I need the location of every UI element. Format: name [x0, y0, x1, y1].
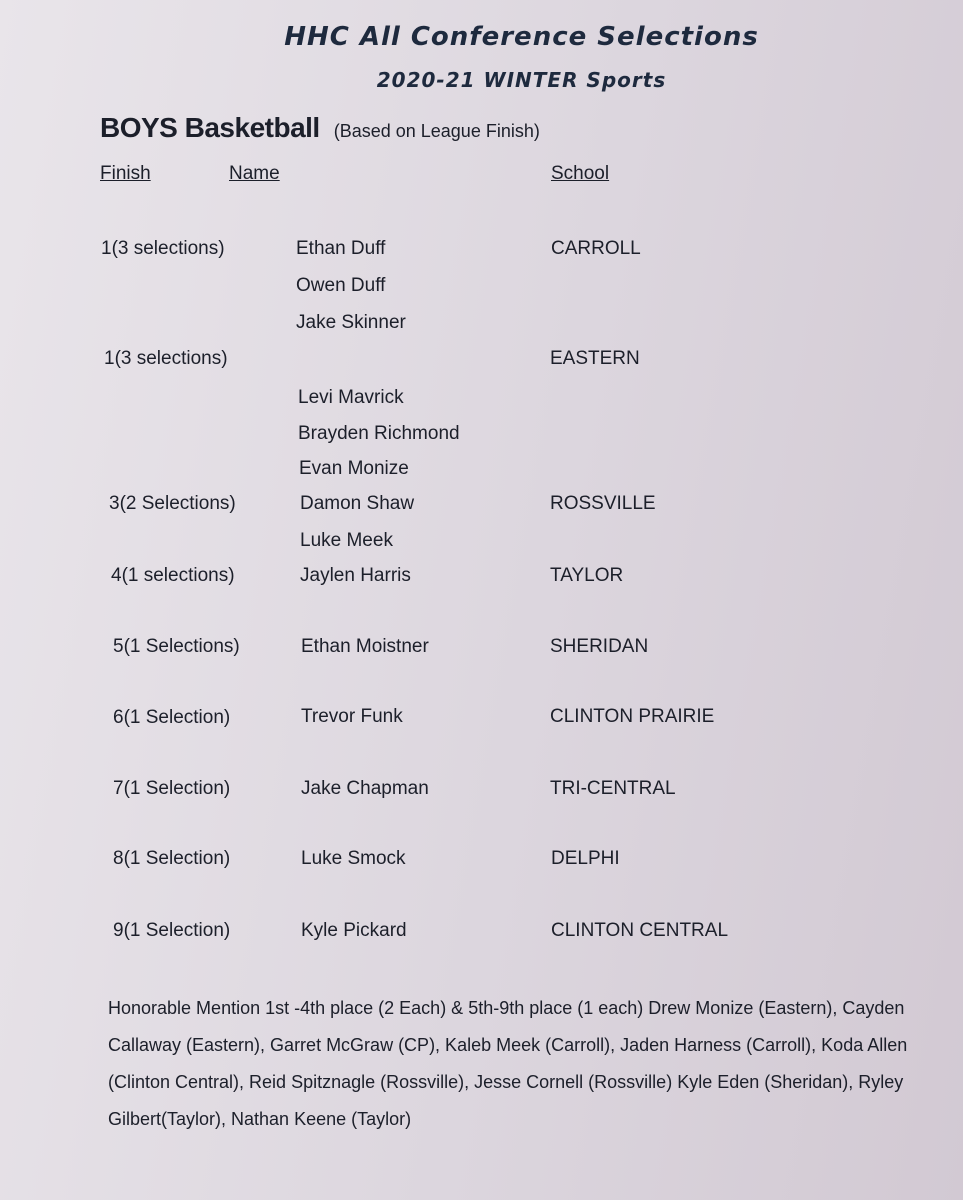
column-header-finish: Finish [100, 163, 151, 184]
school-cell: CLINTON PRAIRIE [550, 706, 715, 727]
finish-cell: 3(2 Selections) [109, 493, 236, 514]
finish-cell: 6(1 Selection) [113, 707, 231, 728]
player-name: Ethan Duff [296, 238, 386, 259]
section-note: (Based on League Finish) [333, 121, 540, 141]
section-heading [100, 112, 540, 144]
school-cell: EASTERN [550, 348, 640, 369]
school-cell: TAYLOR [550, 565, 624, 586]
document-subtitle: 2020-21 WINTER Sports [376, 68, 667, 92]
finish-cell: 1(3 selections) [104, 348, 228, 369]
player-name: Evan Monize [299, 458, 409, 479]
player-name: Luke Meek [300, 530, 393, 551]
honorable-mention-paragraph: Honorable Mention 1st -4th place (2 Each) & 5th-9th place (1 each) Drew Monize (Eastern), Cayden Callaway (Eastern), Garret McGraw (CP), Kaleb Meek (Carroll), Jaden Harness (Carroll), Koda Allen (Clinton Central), Reid Spitznagle (Rossville), Jesse Cornell (Rossville) Kyle Eden (Sheridan), Ryley Gilbert(Taylor), Nathan Keene (Taylor) [108, 998, 908, 1129]
school-cell: DELPHI [551, 848, 620, 869]
player-name: Owen Duff [296, 275, 386, 296]
player-name: Luke Smock [301, 848, 406, 869]
school-cell: CLINTON CENTRAL [551, 920, 729, 941]
player-name: Jake Skinner [296, 312, 406, 333]
finish-cell: 4(1 selections) [111, 565, 235, 586]
section-title: BOYS Basketball [100, 112, 320, 143]
finish-cell: 1(3 selections) [101, 238, 225, 259]
finish-cell: 8(1 Selection) [113, 848, 231, 869]
player-name: Levi Mavrick [298, 387, 404, 408]
finish-cell: 9(1 Selection) [113, 920, 231, 941]
school-cell: CARROLL [551, 238, 641, 259]
finish-cell: 7(1 Selection) [113, 778, 231, 799]
player-name: Damon Shaw [300, 493, 415, 514]
player-name: Jake Chapman [301, 778, 429, 799]
player-name: Kyle Pickard [301, 920, 407, 941]
school-cell: SHERIDAN [550, 636, 649, 657]
school-cell: TRI-CENTRAL [550, 778, 676, 799]
finish-cell: 5(1 Selections) [113, 636, 240, 657]
player-name: Brayden Richmond [298, 423, 460, 444]
player-name: Trevor Funk [301, 706, 403, 727]
document-title: HHC All Conference Selections [284, 22, 759, 52]
column-header-school: School [551, 163, 610, 184]
column-header-name: Name [229, 163, 280, 184]
player-name: Jaylen Harris [300, 565, 411, 586]
player-name: Ethan Moistner [301, 636, 429, 657]
school-cell: ROSSVILLE [550, 493, 656, 514]
